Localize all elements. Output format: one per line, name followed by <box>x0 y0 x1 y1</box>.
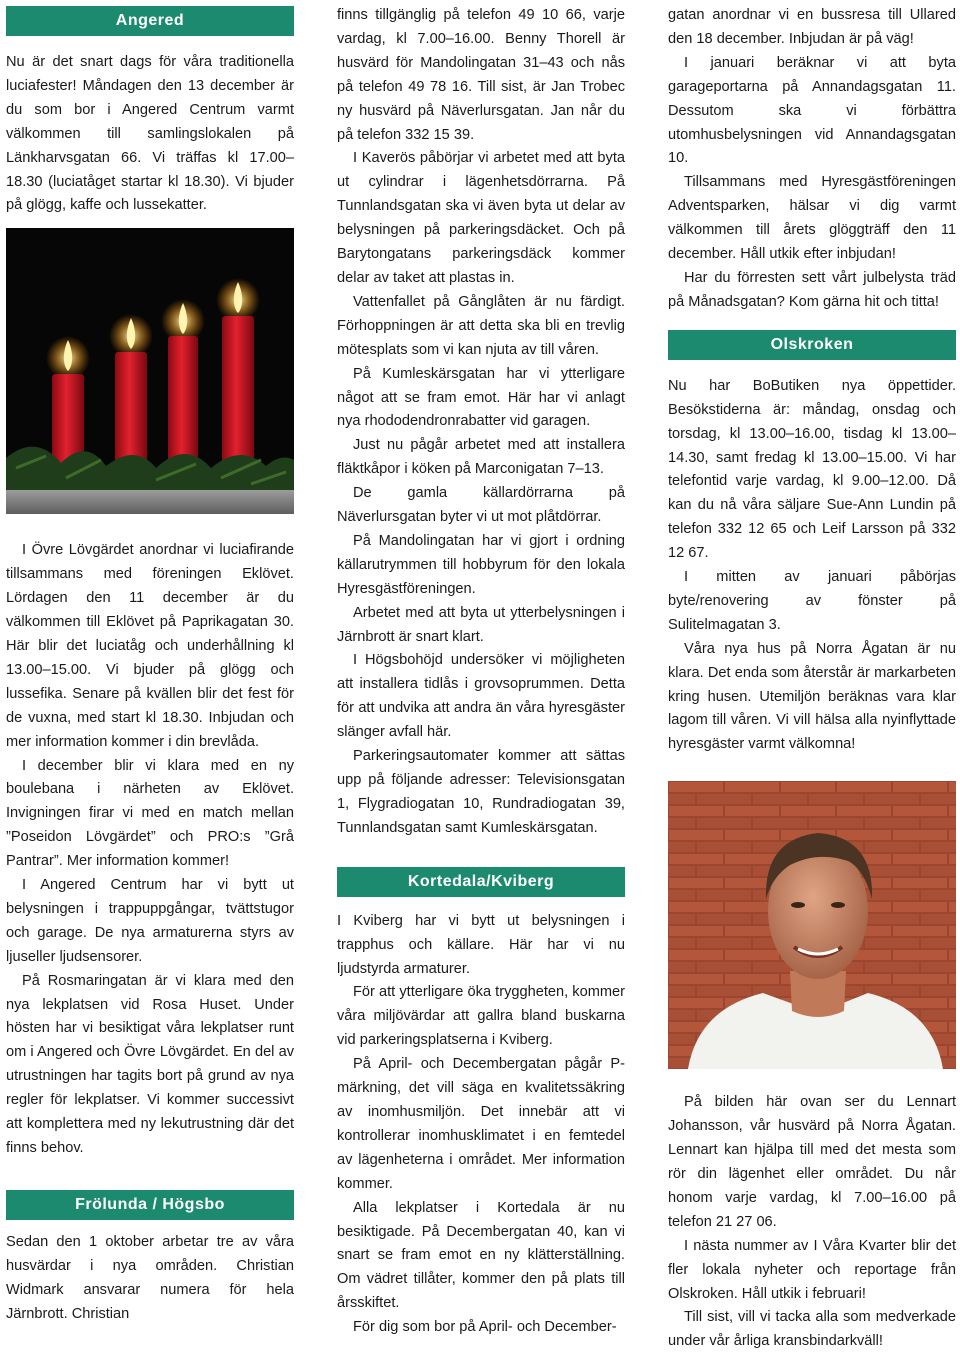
paragraph: På Rosmaringatan är vi klara med den nya lekplatsen vid Rosa Huset. Under hösten har vi besiktigat våra lekplatser runt om i Angered och Övre Lövgärdet. En del av utrustningen har tagits bort på grund av nya regler för lekplatser. Vi kommer successivt att komplettera med ny lekutrustning där det finns behov. <box>6 972 294 1156</box>
column-1 <box>6 0 294 1327</box>
paragraph: På bilden här ovan ser du Lennart Johansson, vår husvärd på Norra Ågatan. Lennart kan hjälpa till med det mesta som rör din lägenhet eller området. Du når honom varje vardag, kl 7.00–16.00 på telefon 21 27 06. <box>668 1094 956 1230</box>
paragraph: I Kaverös påbörjar vi arbetet med att byta ut cylindrar i lägenhetsdörrarna. På Tunnlandsgatan ska vi även byta ut delar av belysningen på parkeringsdäcket. Och på Barytongatans parkeringsdäck kommer delar av taket att plastas in. <box>337 150 625 286</box>
advent-candles-image <box>6 228 294 514</box>
paragraph: Sedan den 1 oktober arbetar tre av våra husvärdar i nya områden. Christian Widmark ansvarar numera för hela Järnbrott. Christian <box>6 1233 294 1322</box>
paragraph: För dig som bor på April- och December- <box>353 1319 617 1336</box>
paragraph: gatan anordnar vi en bussresa till Ullared den 18 december. Inbjudan är på väg! <box>668 7 956 47</box>
paragraph: Parkeringsautomater kommer att sättas upp på följande adresser: Televisionsgatan 1, Flygradiogatan 10, Rundradiogatan 39, Tunnlandsgatan samt Kumleskärsgatan. <box>337 748 625 836</box>
paragraph: I Övre Lövgärdet anordnar vi luciafirande tillsammans med föreningen Eklövet. Lördagen den 11 december är du välkommen till Eklövet på Paprikagatan 30. Här blir det luciatåg och underhållning kl 13.00–15.00. Vi bjuder på glögg och lussefika. Senare på kvällen blir det fest för de vuxna, med start kl 18.30. Inbjudan och mer information kommer i din brevlåda. <box>6 542 294 750</box>
paragraph: Våra nya hus på Norra Ågatan är nu klara. Det enda som återstår är markarbeten kring husen. Utemiljön beräknas vara klar lagom till våren. Vi vill hälsa alla nyinflyttade hyresgäster varmt välkomna! <box>668 640 956 753</box>
paragraph: I Angered Centrum har vi bytt ut belysningen i trappuppgångar, tvättstugor och garage. De nya armaturerna styrs av ljuseller ljudsensorer. <box>6 877 294 965</box>
paragraph: De gamla källardörrarna på Näverlursgatan byter vi ut mot plåtdörrar. <box>337 485 625 526</box>
paragraph: Nu är det snart dags för våra traditionella luciafester! Måndagen den 13 december är du som bor i Angered Centrum varmt välkommen till samlingslokalen på Länkharvsgatan 66. Vi träffas kl 17.00–18.30 (luciatåget startar kl 18.30). Vi bjuder på glögg, kaffe och lussekatter. <box>6 54 294 214</box>
paragraph: Vattenfallet på Gånglåten är nu färdigt. Förhoppningen är att detta ska bli en trevlig mötesplats som vi kan njuta av till våren. <box>337 293 625 358</box>
paragraph: För att ytterligare öka tryggheten, kommer våra miljövärdar att gallra bland buskarna vid parkeringsplatserna i Kviberg. <box>337 984 625 1049</box>
paragraph: I december blir vi klara med en ny boulebana i närheten av Eklövet. Invigningen firar vi med en match mellan ”Poseidon Lövgärdet” och PRO:s ”Grå Pantrar”. Mer information kommer! <box>6 757 294 870</box>
column-3 <box>668 0 956 1354</box>
portrait-photo <box>668 781 956 1069</box>
paragraph: Alla lekplatser i Kortedala är nu besiktigade. På Decembergatan 40, kan vi snart se fram emot en ny klätterställning. Om vädret tillåter, kommer den på plats till årsskiftet. <box>337 1199 625 1312</box>
paragraph: I nästa nummer av I Våra Kvarter blir det fler lokala nyheter och reportage från Olskroken. Håll utkik i februari! <box>668 1237 956 1302</box>
section-header-frolunda-hogsbo: Frölunda / Högsbo <box>6 1190 294 1220</box>
paragraph: Nu har BoButiken nya öppettider. Besökstiderna är: måndag, onsdag och torsdag, kl 13.00–16.00, tisdag kl 13.00–14.30, samt fredag kl 13.00–15.00. Vi har telefontid varje vardag, kl 9.00–12.00. Då kan du nå våra säljare Sue-Ann Lundin på telefon 332 12 65 och Leif Larsson på 332 12 67. <box>668 377 956 562</box>
paragraph: I Kviberg har vi bytt ut belysningen i trapphus och källare. Här har vi nu ljudstyrda armaturer. <box>337 912 625 977</box>
paragraph: Tillsammans med Hyresgästföreningen Adventsparken, hälsar vi dig varmt välkommen till årets glöggträff den 11 december. Håll utkik efter inbjudan! <box>668 174 956 263</box>
advent-candles-photo <box>6 228 294 514</box>
paragraph: Arbetet med att byta ut ytterbelysningen i Järnbrott är snart klart. <box>337 604 625 645</box>
section-header-olskroken: Olskroken <box>668 330 956 360</box>
section-header-angered: Angered <box>6 6 294 36</box>
paragraph: På Mandolingatan har vi gjort i ordning källarutrymmen till hobbyrum för den lokala Hyresgästföreningen. <box>337 532 625 597</box>
paragraph: På Kumleskärsgatan har vi ytterligare något att se fram emot. Här har vi anlagt nya rhododendronrabatter vid garagen. <box>337 365 625 430</box>
paragraph: Just nu pågår arbetet med att installera fläktkåpor i köken på Marconigatan 7–13. <box>337 437 625 478</box>
column-2 <box>337 0 625 1340</box>
paragraph: I Högsbohöjd undersöker vi möjligheten att installera tidlås i grovsoprummen. Detta för att undvika att andra än våra hyresgäster slänger avfall här. <box>337 652 625 741</box>
section-header-kortedala-kviberg: Kortedala/Kviberg <box>337 867 625 897</box>
paragraph: I januari beräknar vi att byta garageportarna på Annandagsgatan 11. Dessutom ska vi förbättra utomhusbelysningen vid Annandagsgatan 10. <box>668 54 956 167</box>
paragraph: finns tillgänglig på telefon 49 10 66, varje vardag, kl 7.00–16.00. Benny Thorell är husvärd för Mandolingatan 31–43 och nås på telefon 49 78 16. Till sist, är Jan Trobec ny husvärd på Näverlursgatan. Jan når du på telefon 332 15 39. <box>337 7 625 143</box>
paragraph: Till sist, vill vi tacka alla som medverkade under vår årliga kransbindarkväll! <box>668 1309 956 1350</box>
portrait-image <box>668 781 956 1069</box>
paragraph: På April- och Decembergatan pågår P-märkning, det vill säga en kvalitetssäkring av inomhusmiljön. Det innebär att vi kontrollerar inomhusklimatet i en femtedel av lägenheterna i området. Mer information kommer. <box>337 1056 625 1192</box>
paragraph: Har du förresten sett vårt julbelysta träd på Månadsgatan? Kom gärna hit och titta! <box>668 269 956 310</box>
paragraph: I mitten av januari påbörjas byte/renovering av fönster på Sulitelmagatan 3. <box>668 569 956 633</box>
